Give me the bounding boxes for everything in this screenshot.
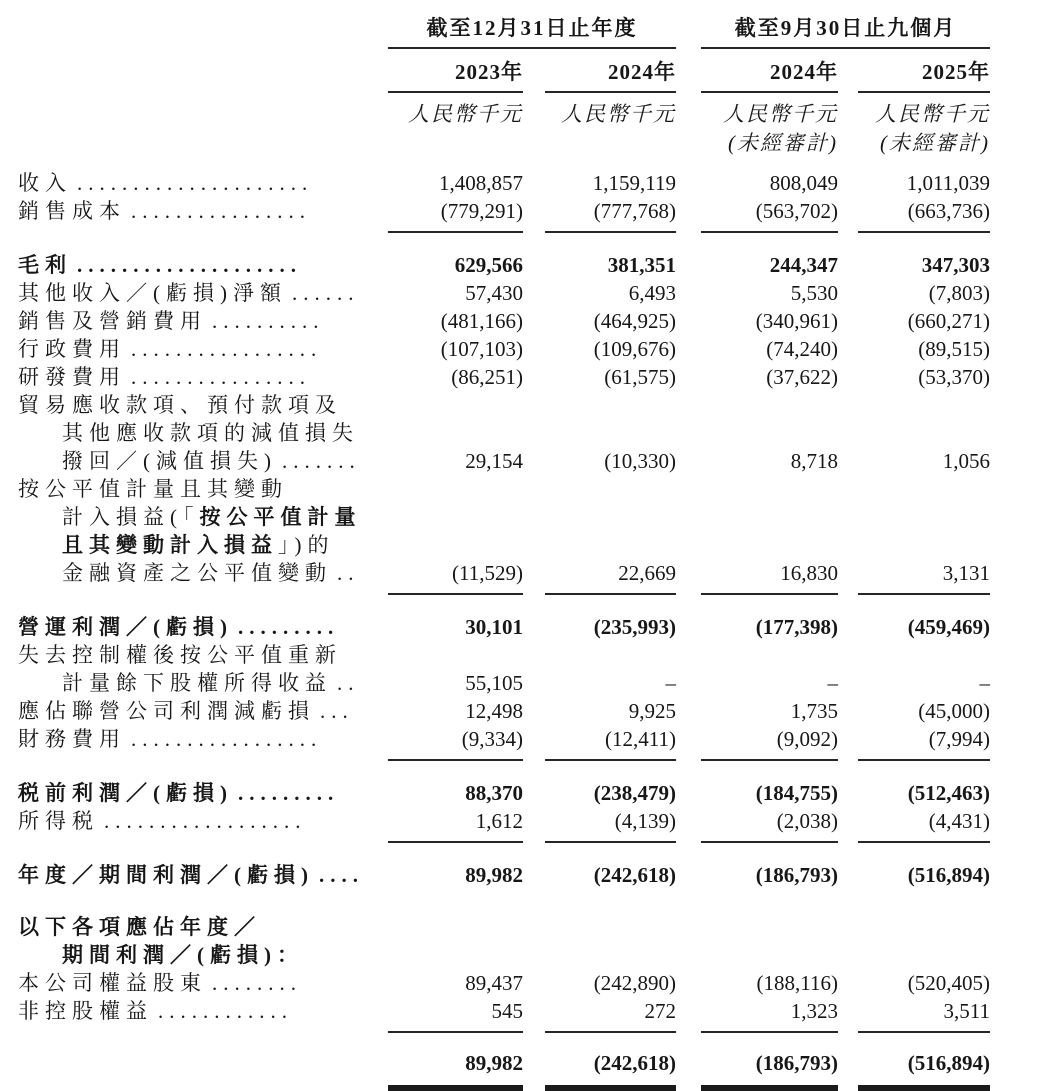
row-label-line: 失去控制權後按公平值重新 <box>18 643 342 667</box>
table-body <box>18 169 990 1090</box>
value: (107,103) <box>440 337 523 361</box>
column-gap <box>676 391 701 475</box>
value: (186,793) <box>755 863 838 887</box>
value: 89,437 <box>465 971 523 995</box>
value: (516,894) <box>907 863 990 887</box>
column-gap <box>676 861 701 889</box>
row-label <box>18 613 368 641</box>
row-label-line: 其他收入／(虧損)淨額 ...... <box>18 281 360 305</box>
row-label-line: 以下各項應佔年度／ <box>18 915 261 939</box>
value-cell <box>523 391 676 475</box>
value: – <box>665 671 676 695</box>
spacer-row <box>18 233 990 251</box>
value-cell <box>701 363 838 391</box>
value-cell <box>368 279 523 307</box>
value-cell <box>523 197 676 233</box>
spacer-row <box>18 761 990 779</box>
column-gap <box>676 169 701 197</box>
value-cell <box>838 335 990 363</box>
value-cell <box>701 913 838 969</box>
value-cell <box>368 697 523 725</box>
value-cell <box>368 475 523 595</box>
value-cell <box>838 779 990 807</box>
row-label <box>18 969 368 997</box>
row-label <box>18 251 368 279</box>
column-gap <box>676 14 701 49</box>
col-unit: 人民幣千元 <box>723 102 838 126</box>
value: (12,411) <box>545 725 676 761</box>
value: 808,049 <box>769 171 838 195</box>
empty-cell <box>18 93 368 128</box>
value-cell <box>368 335 523 363</box>
col-unit: 人民幣千元 <box>875 102 990 126</box>
row-gross-profit <box>18 251 990 279</box>
value: 381,351 <box>607 253 676 277</box>
row-label-line: 研發費用 ................ <box>18 365 311 389</box>
value: (86,251) <box>451 365 523 389</box>
row-label <box>18 197 368 233</box>
spacer-row <box>18 889 990 913</box>
value-cell <box>523 307 676 335</box>
value-cell <box>523 475 676 595</box>
value-cell <box>701 697 838 725</box>
value: 1,612 <box>388 807 523 843</box>
value-cell <box>701 391 838 475</box>
value-cell <box>523 169 676 197</box>
value-cell <box>838 861 990 889</box>
value: (45,000) <box>918 699 990 723</box>
row-administrative-expenses <box>18 335 990 363</box>
row-gain-remeasurement-retained-equity <box>18 641 990 697</box>
financial-table <box>18 14 990 1090</box>
value-cell <box>523 697 676 725</box>
col-unit: 人民幣千元 <box>408 102 523 126</box>
row-finance-costs <box>18 725 990 761</box>
value-cell <box>523 725 676 761</box>
column-gap <box>676 1049 701 1090</box>
value-cell <box>523 779 676 807</box>
column-gap <box>676 279 701 307</box>
row-label <box>18 861 368 889</box>
column-gap <box>676 197 701 233</box>
value: (660,271) <box>907 309 990 333</box>
value-cell <box>523 251 676 279</box>
row-label-line: 毛利 .................... <box>18 253 302 277</box>
value: (779,291) <box>388 197 523 233</box>
value: (4,139) <box>545 807 676 843</box>
value-cell <box>523 641 676 697</box>
value-cell <box>701 861 838 889</box>
row-share-of-associates <box>18 697 990 725</box>
row-label-line: 其他應收款項的減值損失 <box>62 421 359 445</box>
row-label <box>18 697 368 725</box>
column-gap <box>676 725 701 761</box>
value: (7,994) <box>858 725 990 761</box>
col-note <box>523 128 676 157</box>
column-gap <box>676 93 701 128</box>
row-label-line: 收入 ..................... <box>18 171 314 195</box>
value: (235,993) <box>593 615 676 639</box>
value: (61,575) <box>604 365 676 389</box>
value-cell <box>838 251 990 279</box>
column-gap <box>676 251 701 279</box>
value: (2,038) <box>701 807 838 843</box>
row-label-line: 行政費用 ................. <box>18 337 323 361</box>
row-label-line: 非控股權益 ............ <box>18 999 293 1023</box>
column-gap <box>676 335 701 363</box>
row-label-line: 期間利潤／(虧損)： <box>62 943 304 967</box>
value-cell <box>368 725 523 761</box>
value: (242,618) <box>593 863 676 887</box>
value-cell <box>838 307 990 335</box>
column-gap <box>676 641 701 697</box>
row-label <box>18 807 368 843</box>
row-label-line: 且其變動計入損益」)的 <box>62 533 335 557</box>
value: 244,347 <box>769 253 838 277</box>
value: 347,303 <box>921 253 990 277</box>
value-cell <box>523 969 676 997</box>
value-cell <box>701 997 838 1033</box>
col-year-2025: 2025年 <box>838 49 990 93</box>
row-label-line: 財務費用 ................. <box>18 727 323 751</box>
row-equity-shareholders <box>18 969 990 997</box>
value-cell <box>838 913 990 969</box>
value: (188,116) <box>756 971 838 995</box>
row-label <box>18 391 368 475</box>
row-other-income-net <box>18 279 990 307</box>
value: 12,498 <box>465 699 523 723</box>
row-rd-expenses <box>18 363 990 391</box>
value: 1,408,857 <box>439 171 523 195</box>
row-label-line: 年度／期間利潤／(虧損) .... <box>18 863 364 887</box>
value: (109,676) <box>593 337 676 361</box>
value-cell <box>523 363 676 391</box>
row-operating-profit <box>18 613 990 641</box>
value: (11,529) <box>388 559 523 595</box>
value-cell <box>523 997 676 1033</box>
col-year-2024-9m: 2024年 <box>701 49 838 93</box>
value-cell <box>838 807 990 843</box>
column-gap <box>676 613 701 641</box>
value-cell <box>701 641 838 697</box>
value-cell <box>701 1049 838 1090</box>
value: (89,515) <box>918 337 990 361</box>
col-group-nine-months-label: 截至9月30日止九個月 <box>701 14 990 49</box>
row-label <box>18 997 368 1033</box>
column-gap <box>676 969 701 997</box>
value: (512,463) <box>907 781 990 805</box>
col-unit: 人民幣千元 <box>561 102 676 126</box>
row-label-line: 税前利潤／(虧損) ......... <box>18 781 340 805</box>
value-cell <box>368 1049 523 1090</box>
value-cell <box>701 197 838 233</box>
row-cost-of-sales <box>18 197 990 233</box>
value-cell <box>523 613 676 641</box>
value-cell <box>701 779 838 807</box>
value-cell <box>368 613 523 641</box>
value: 3,131 <box>858 559 990 595</box>
row-profit-for-period <box>18 861 990 889</box>
empty-cell <box>18 14 368 49</box>
empty-cell <box>18 49 368 93</box>
row-label-line: 計入損益(「按公平值計量 <box>62 505 362 529</box>
value-cell <box>368 861 523 889</box>
value-cell <box>523 861 676 889</box>
row-label-line: 撥回／(減值損失) ....... <box>62 449 361 473</box>
value: (459,469) <box>907 615 990 639</box>
value: 1,056 <box>942 449 990 473</box>
value: (4,431) <box>858 807 990 843</box>
value-cell <box>523 807 676 843</box>
col-year-2023: 2023年 <box>368 49 523 93</box>
value-cell <box>368 913 523 969</box>
row-label <box>18 641 368 697</box>
value-cell <box>701 613 838 641</box>
value-cell <box>701 969 838 997</box>
value-cell <box>838 475 990 595</box>
value: 1,159,119 <box>592 171 676 195</box>
row-label-line: 應佔聯營公司利潤減虧損 ... <box>18 699 354 723</box>
value-cell <box>838 169 990 197</box>
row-label-line: 營運利潤／(虧損) ......... <box>18 615 340 639</box>
row-label-line: 所得税 .................. <box>18 809 307 833</box>
empty-cell <box>18 128 368 157</box>
value-cell <box>838 697 990 725</box>
value-cell <box>838 613 990 641</box>
value-cell <box>838 997 990 1033</box>
value: 57,430 <box>465 281 523 305</box>
value: (481,166) <box>440 309 523 333</box>
value: (53,370) <box>918 365 990 389</box>
value-cell <box>701 307 838 335</box>
value: (74,240) <box>766 337 838 361</box>
spacer-row <box>18 843 990 861</box>
value: 8,718 <box>790 449 838 473</box>
value-cell <box>701 169 838 197</box>
value-cell <box>838 197 990 233</box>
column-gap <box>676 997 701 1033</box>
row-label <box>18 307 368 335</box>
row-attributable-heading <box>18 913 990 969</box>
value: 9,925 <box>628 699 676 723</box>
value: 30,101 <box>465 615 523 639</box>
spacer-row <box>18 157 990 169</box>
col-note-unaudited: (未經審計) <box>880 131 990 155</box>
row-income-tax <box>18 807 990 843</box>
value: 22,669 <box>545 559 676 595</box>
value-cell <box>701 251 838 279</box>
value-cell <box>838 279 990 307</box>
col-note-unaudited: (未經審計) <box>728 131 838 155</box>
value: – <box>827 671 838 695</box>
value-cell <box>523 279 676 307</box>
value-cell <box>838 725 990 761</box>
table-header <box>18 14 990 169</box>
row-label-line: 銷售成本 ................ <box>18 199 311 223</box>
value-cell <box>368 169 523 197</box>
column-gap <box>676 49 701 93</box>
row-label <box>18 335 368 363</box>
value-cell <box>368 779 523 807</box>
column-gap <box>676 807 701 843</box>
row-label <box>18 169 368 197</box>
row-label-line: 計量餘下股權所得收益 .. <box>62 671 360 695</box>
col-group-nine-months <box>701 14 990 49</box>
value: (37,622) <box>766 365 838 389</box>
value: 16,830 <box>701 559 838 595</box>
unaudited-note-row <box>18 128 990 157</box>
column-gap <box>676 475 701 595</box>
row-label-line: 按公平值計量且其變動 <box>18 477 288 501</box>
row-label-line: 本公司權益股東 ........ <box>18 971 302 995</box>
value: (520,405) <box>907 971 990 995</box>
column-group-row <box>18 14 990 49</box>
value-cell <box>368 997 523 1033</box>
value: 29,154 <box>465 449 523 473</box>
value: 1,323 <box>701 997 838 1033</box>
row-impairment-reversal <box>18 391 990 475</box>
row-selling-marketing-expenses <box>18 307 990 335</box>
unit-header-row <box>18 93 990 128</box>
value: (242,890) <box>593 971 676 995</box>
row-label-line: 金融資產之公平值變動 .. <box>62 561 360 585</box>
value: (464,925) <box>593 309 676 333</box>
value-cell <box>701 725 838 761</box>
row-label-line: 貿易應收款項、預付款項及 <box>18 393 342 417</box>
row-non-controlling-interests <box>18 997 990 1033</box>
value-cell <box>701 807 838 843</box>
column-gap <box>676 307 701 335</box>
value-cell <box>523 1049 676 1090</box>
value: – <box>979 671 990 695</box>
row-fvtpl-fair-value-change <box>18 475 990 595</box>
value: 545 <box>388 997 523 1033</box>
value: (7,803) <box>928 281 990 305</box>
value-cell <box>523 913 676 969</box>
spacer-row <box>18 1033 990 1049</box>
row-label <box>18 279 368 307</box>
row-label <box>18 1049 368 1090</box>
value: 272 <box>545 997 676 1033</box>
value-cell <box>368 391 523 475</box>
value-cell <box>523 335 676 363</box>
value: 6,493 <box>628 281 676 305</box>
col-note <box>368 128 523 157</box>
value-cell <box>838 969 990 997</box>
value-cell <box>701 279 838 307</box>
value: (184,755) <box>755 781 838 805</box>
column-gap <box>676 363 701 391</box>
value: (563,702) <box>701 197 838 233</box>
row-revenue <box>18 169 990 197</box>
value: 89,982 <box>388 1049 523 1090</box>
value: 1,735 <box>790 699 838 723</box>
value-cell <box>368 807 523 843</box>
row-label-line: 銷售及營銷費用 .......... <box>18 309 325 333</box>
col-year-2024: 2024年 <box>523 49 676 93</box>
value-cell <box>701 335 838 363</box>
row-label <box>18 913 368 969</box>
spacer-row <box>18 595 990 613</box>
col-group-annual-label: 截至12月31日止年度 <box>388 14 676 49</box>
value: 1,011,039 <box>906 171 990 195</box>
value-cell <box>838 391 990 475</box>
row-label <box>18 779 368 807</box>
value-cell <box>368 251 523 279</box>
value: (777,768) <box>545 197 676 233</box>
value: 88,370 <box>465 781 523 805</box>
value: (177,398) <box>755 615 838 639</box>
value-cell <box>701 475 838 595</box>
value: (10,330) <box>604 449 676 473</box>
value: (340,961) <box>755 309 838 333</box>
row-label <box>18 363 368 391</box>
value: 89,982 <box>465 863 523 887</box>
value-cell <box>838 641 990 697</box>
column-gap <box>676 697 701 725</box>
column-gap <box>676 779 701 807</box>
year-header-row <box>18 49 990 93</box>
value: 55,105 <box>465 671 523 695</box>
row-label <box>18 475 368 595</box>
column-gap <box>676 128 701 157</box>
column-gap <box>676 913 701 969</box>
row-profit-before-tax <box>18 779 990 807</box>
value: (186,793) <box>701 1049 838 1090</box>
col-group-annual <box>368 14 676 49</box>
value: 629,566 <box>454 253 523 277</box>
value-cell <box>838 1049 990 1090</box>
value: (9,092) <box>701 725 838 761</box>
value: (9,334) <box>388 725 523 761</box>
value-cell <box>838 363 990 391</box>
value-cell <box>368 307 523 335</box>
row-total-profit <box>18 1049 990 1090</box>
value: (516,894) <box>858 1049 990 1090</box>
row-label <box>18 725 368 761</box>
value-cell <box>368 969 523 997</box>
value: 5,530 <box>790 281 838 305</box>
value-cell <box>368 641 523 697</box>
value-cell <box>368 197 523 233</box>
value: (663,736) <box>858 197 990 233</box>
value: (238,479) <box>593 781 676 805</box>
value-cell <box>368 363 523 391</box>
value: (242,618) <box>545 1049 676 1090</box>
value: 3,511 <box>858 997 990 1033</box>
